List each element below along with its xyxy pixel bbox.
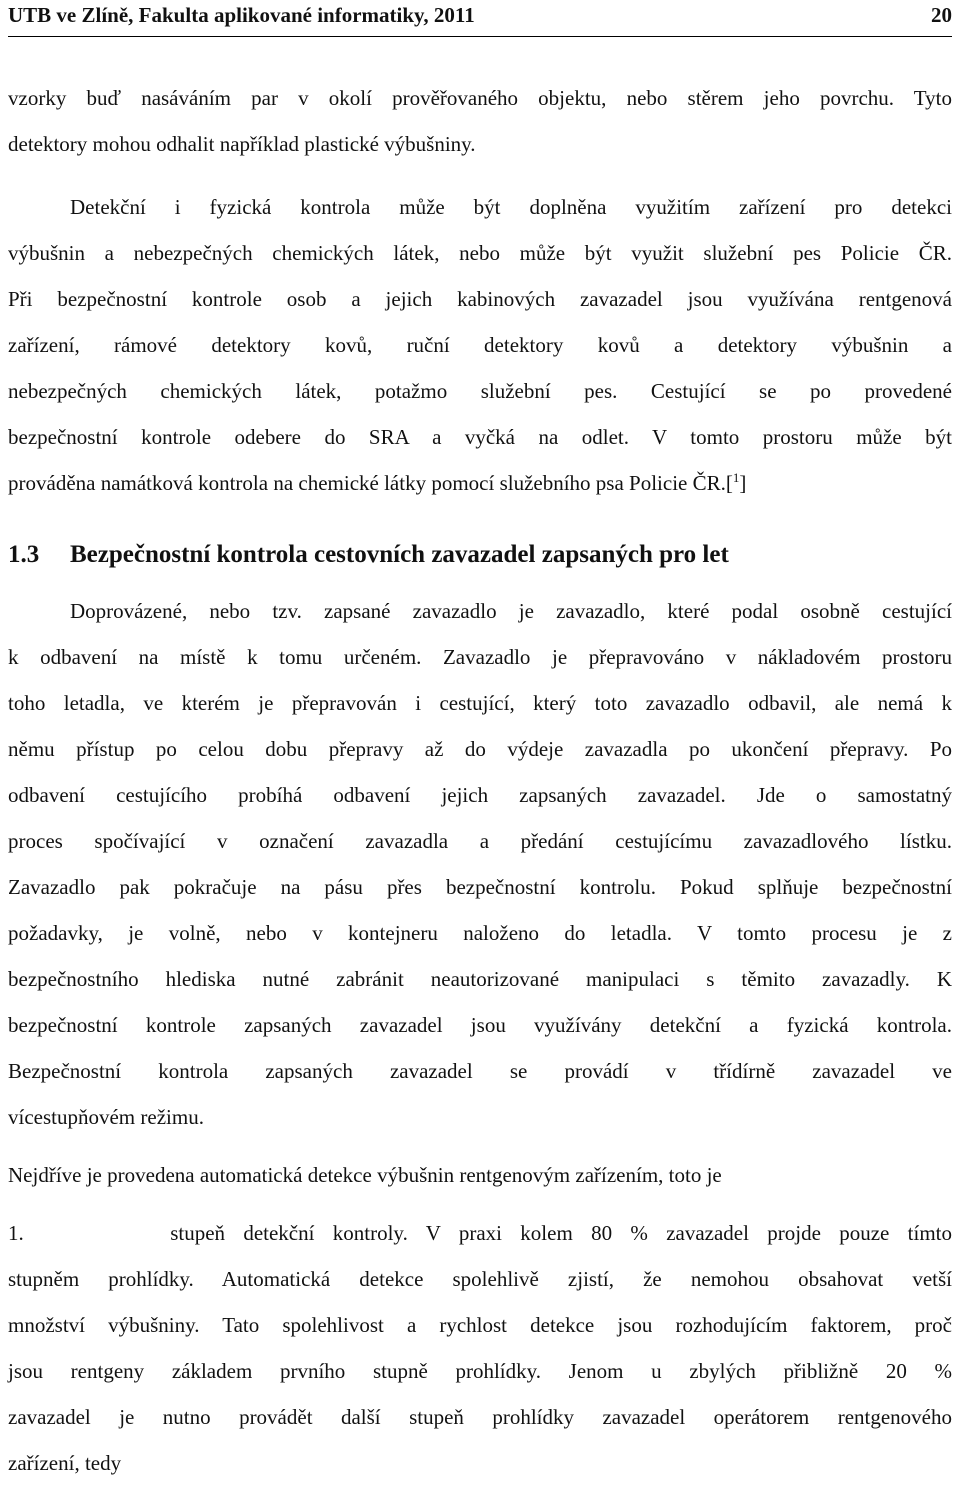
text-line: proces spočívající v označení zavazadla a předání cestujícímu zavazadlového lístku.	[8, 829, 952, 853]
paragraph-4	[8, 1152, 952, 1198]
citation-number: 1	[732, 470, 740, 485]
text-line: Bezpečnostní kontrola zapsaných zavazadel se provádí v třídírně zavazadel ve	[8, 1059, 952, 1083]
text-line: vzorky buď nasáváním par v okolí prověřovaného objektu, nebo stěrem jeho povrchu. Tyto	[8, 86, 952, 110]
text-line: 1. stupeň detekční kontroly. V praxi kolem 80 % zavazadel projde pouze tímto	[8, 1221, 952, 1245]
text-line: Doprovázené, nebo tzv. zapsané zavazadlo je zavazadlo, které podal osobně cestující	[70, 599, 952, 623]
citation-close: ]	[739, 471, 747, 495]
text-line: Nejdříve je provedena automatická detekce výbušnin rentgenovým zařízením, toto je	[8, 1163, 722, 1187]
page-number: 20	[931, 3, 952, 27]
text-line: požadavky, je volně, nebo v kontejneru naloženo do letadla. V tomto procesu je z	[8, 921, 952, 945]
text-line: výbušnin a nebezpečných chemických látek, nebo může být využit služební pes Policie ČR.	[8, 241, 952, 265]
paragraph-5	[8, 1210, 952, 1486]
text-line: Detekční i fyzická kontrola může být doplněna využitím zařízení pro detekci	[70, 195, 952, 219]
text-line: nebezpečných chemických látek, potažmo služební pes. Cestující se po provedené	[8, 379, 952, 403]
text-line: Při bezpečnostní kontrole osob a jejich kabinových zavazadel jsou využívána rentgenová	[8, 287, 952, 311]
text-line: odbavení cestujícího probíhá odbavení jejich zapsaných zavazadel. Jde o samostatný	[8, 783, 952, 807]
section-title: Bezpečnostní kontrola cestovních zavazadel zapsaných pro let	[70, 541, 729, 568]
page-header	[8, 0, 952, 37]
text-line: k odbavení na místě k tomu určeném. Zavazadlo je přepravováno v nákladovém prostoru	[8, 645, 952, 669]
text-line: bezpečnostního hlediska nutné zabránit neautorizované manipulaci s těmito zavazadly. K	[8, 967, 952, 991]
text-line: jsou rentgeny základem prvního stupně prohlídky. Jenom u zbylých přibližně 20 %	[8, 1359, 952, 1383]
header-title: UTB ve Zlíně, Fakulta aplikované informatiky, 2011	[8, 3, 475, 27]
text-line: detektory mohou odhalit například plastické výbušniny.	[8, 132, 476, 156]
paragraph-2	[8, 184, 952, 506]
paragraph-1	[8, 75, 952, 167]
text-line-with-citation	[8, 460, 952, 506]
text-line: množství výbušniny. Tato spolehlivost a rychlost detekce jsou rozhodujícím faktorem, proč	[8, 1313, 952, 1337]
text-line: prováděna namátková kontrola na chemické látky pomocí služebního psa Policie ČR.[	[8, 471, 733, 495]
paragraph-3	[8, 588, 952, 1140]
text-line: Zavazadlo pak pokračuje na pásu přes bezpečnostní kontrolu. Pokud splňuje bezpečnostní	[8, 875, 952, 899]
text-line: stupněm prohlídky. Automatická detekce spolehlivě zjistí, že nemohou obsahovat vetší	[8, 1267, 952, 1291]
text-line: bezpečnostní kontrole odebere do SRA a vyčká na odlet. V tomto prostoru může být	[8, 425, 952, 449]
text-line: zařízení, rámové detektory kovů, ruční detektory kovů a detektory výbušnin a	[8, 333, 952, 357]
text-line: němu přístup po celou dobu přepravy až do výdeje zavazadla po ukončení přepravy. Po	[8, 737, 952, 761]
text-line: zařízení, tedy	[8, 1451, 122, 1475]
section-number: 1.3	[8, 541, 40, 568]
text-line: bezpečnostní kontrole zapsaných zavazadel jsou využívány detekční a fyzická kontrola.	[8, 1013, 952, 1037]
text-line: toho letadla, ve kterém je přepravován i cestující, který toto zavazadlo odbavil, ale nemá k	[8, 691, 952, 715]
text-line: vícestupňovém režimu.	[8, 1105, 204, 1129]
section-heading	[8, 540, 952, 570]
document-body	[8, 75, 952, 1486]
text-line: zavazadel je nutno provádět další stupeň prohlídky zavazadel operátorem rentgenového	[8, 1405, 952, 1429]
